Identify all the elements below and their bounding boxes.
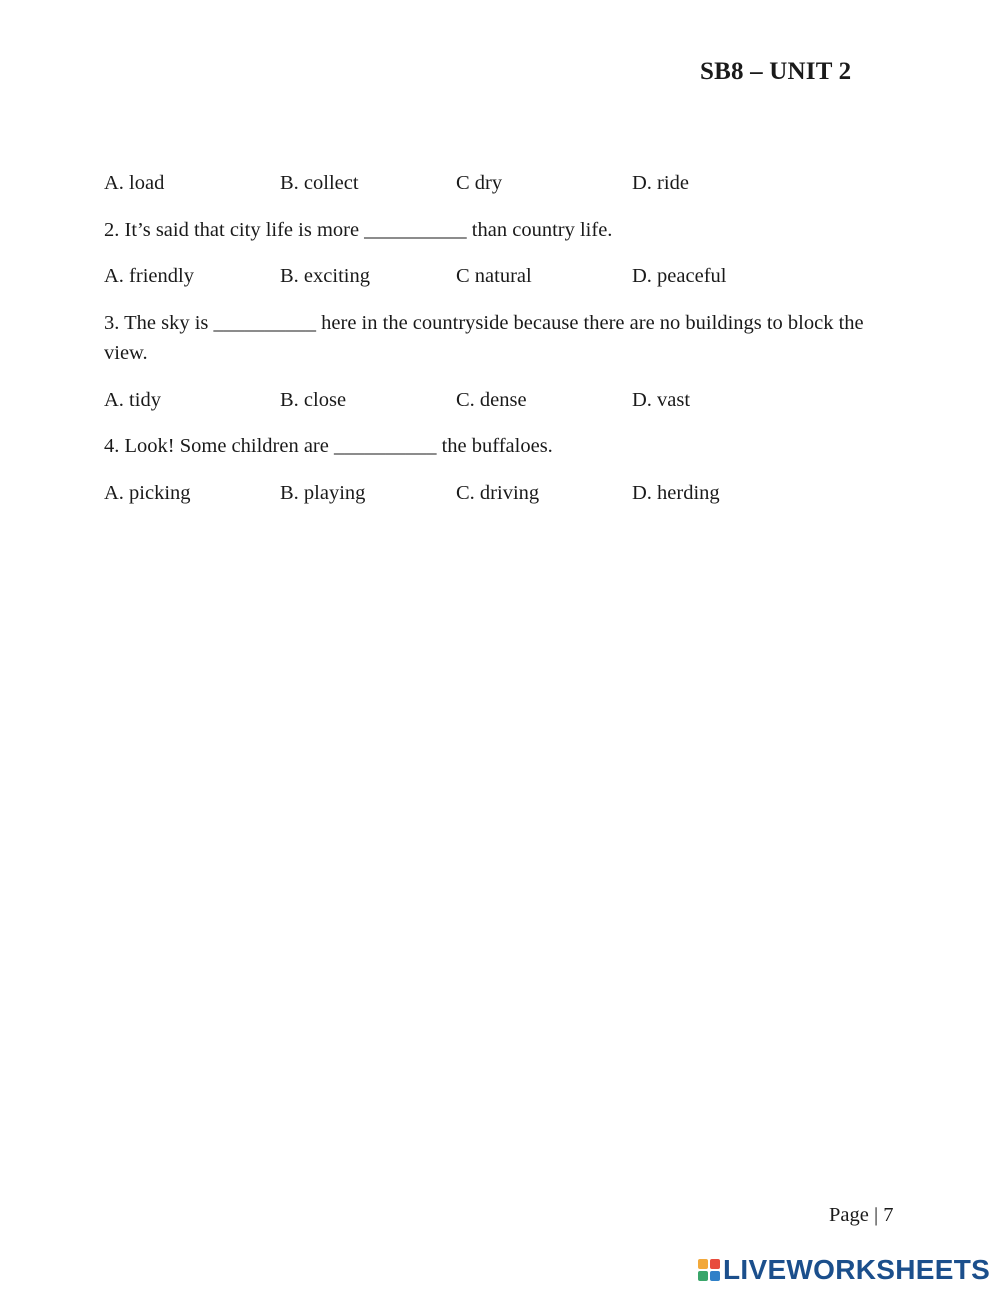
option-d: D. vast <box>632 389 691 411</box>
question-3-text: 3. The sky is __________ here in the countryside because there are no buildings to block the view. <box>104 312 864 364</box>
option-c: C dry <box>456 172 503 194</box>
option-c: C natural <box>456 265 532 287</box>
liveworksheets-logo <box>698 1255 990 1285</box>
option-b: B. exciting <box>280 265 370 287</box>
question-4-text: 4. Look! Some children are __________ the buffaloes. <box>104 435 553 457</box>
option-b: B. close <box>280 389 347 411</box>
page-number: Page | 7 <box>829 1204 894 1226</box>
option-d: D. peaceful <box>632 265 727 287</box>
option-d: D. herding <box>632 482 720 504</box>
option-a: A. picking <box>104 482 191 504</box>
logo-badge-cell <box>698 1259 708 1269</box>
option-c: C. driving <box>456 482 540 504</box>
logo-text: LIVEWORKSHEETS <box>723 1254 991 1285</box>
logo-badge-cell <box>710 1259 720 1269</box>
option-a: A. friendly <box>104 265 194 287</box>
option-a: A. load <box>104 172 165 194</box>
question-2-text: 2. It’s said that city life is more __________ than country life. <box>104 219 613 241</box>
option-c: C. dense <box>456 389 527 411</box>
logo-badge-cell <box>710 1271 720 1281</box>
option-b: B. playing <box>280 482 366 504</box>
document-header-title: SB8 – UNIT 2 <box>700 58 852 85</box>
option-a: A. tidy <box>104 389 161 411</box>
option-b: B. collect <box>280 172 359 194</box>
logo-badge-icon <box>698 1259 720 1281</box>
option-d: D. ride <box>632 172 689 194</box>
logo-badge-cell <box>698 1271 708 1281</box>
